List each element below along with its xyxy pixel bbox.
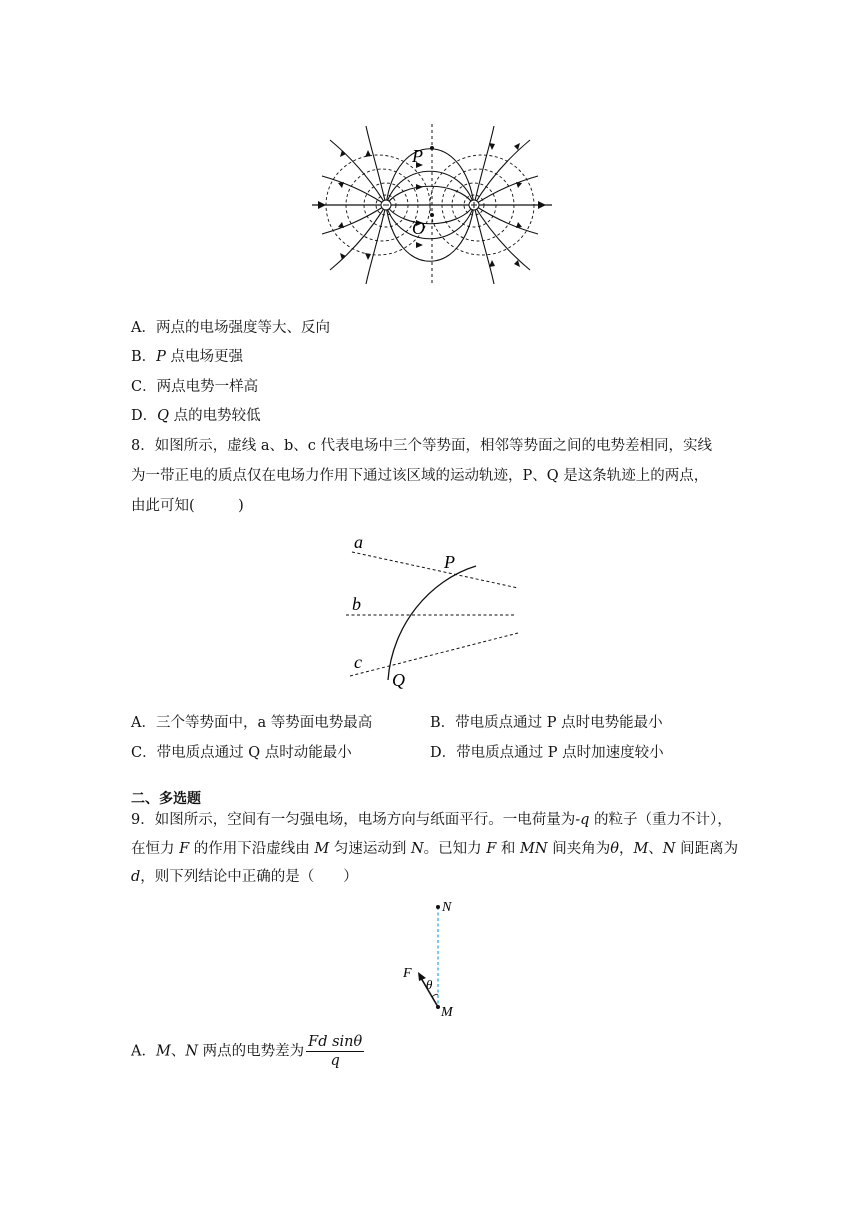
q7-option-a: A．两点的电场强度等大、反向: [131, 320, 330, 336]
fig3-label-m: M: [441, 1005, 453, 1020]
q8-stem-line1: 8．如图所示，虚线 a、b、c 代表电场中三个等势面，相邻等势面之间的电势差相同，实线: [131, 438, 712, 454]
fig2-label-q: Q: [392, 670, 405, 690]
fig2-label-b: b: [352, 594, 361, 614]
q7-option-c: C．两点电势一样高: [131, 379, 259, 395]
fig2-label-p: P: [444, 552, 455, 572]
equipotential-figure: [340, 530, 530, 695]
q8-option-d: D．带电质点通过 P 点时加速度较小: [430, 745, 664, 761]
q9-stem-line2: 在恒力 F 的作用下沿虚线由 M 匀速运动到 N。已知力 F 和 MN 间夹角为θ，M、N 间距离为: [131, 841, 739, 857]
q9-stem-line3: d，则下列结论中正确的是（ ）: [131, 869, 358, 885]
fig1-label-o: O: [412, 218, 425, 238]
fig1-label-p: P: [412, 146, 423, 166]
fig3-label-n: N: [442, 900, 452, 915]
q7-option-d: D．Q 点的电势较低: [131, 408, 261, 424]
potential-fraction: $\frac{\text{Fd sinθ}}{q}$: [308, 1034, 363, 1069]
fig3-label-theta: θ: [426, 977, 433, 992]
q9-option-a: A．M、N 两点的电势差为 $\frac{\text{Fd sinθ}}{q}$: [131, 1034, 363, 1069]
q8-stem-line3: 由此可知( ): [131, 498, 244, 514]
fig3-label-f: F: [403, 966, 412, 981]
field-lines-figure: [308, 120, 556, 290]
q8-stem-line2: 为一带正电的质点仅在电场力作用下通过该区域的运动轨迹，P、Q 是这条轨迹上的两点，: [131, 468, 709, 484]
section-title: 二、多选题: [131, 791, 201, 807]
fig2-label-c: c: [354, 652, 362, 672]
q7-option-b: B．P 点电场更强: [131, 349, 244, 365]
q8-option-c: C．带电质点通过 Q 点时动能最小: [131, 745, 352, 761]
q9-stem-line1: 9．如图所示，空间有一匀强电场，电场方向与纸面平行。一电荷量为-q 的粒子（重力不计），: [131, 812, 732, 828]
fig2-label-a: a: [354, 532, 363, 552]
force-figure: [396, 895, 476, 1023]
q8-option-b: B．带电质点通过 P 点时电势能最小: [430, 715, 663, 731]
q8-option-a: A．三个等势面中，a 等势面电势最高: [131, 715, 373, 731]
